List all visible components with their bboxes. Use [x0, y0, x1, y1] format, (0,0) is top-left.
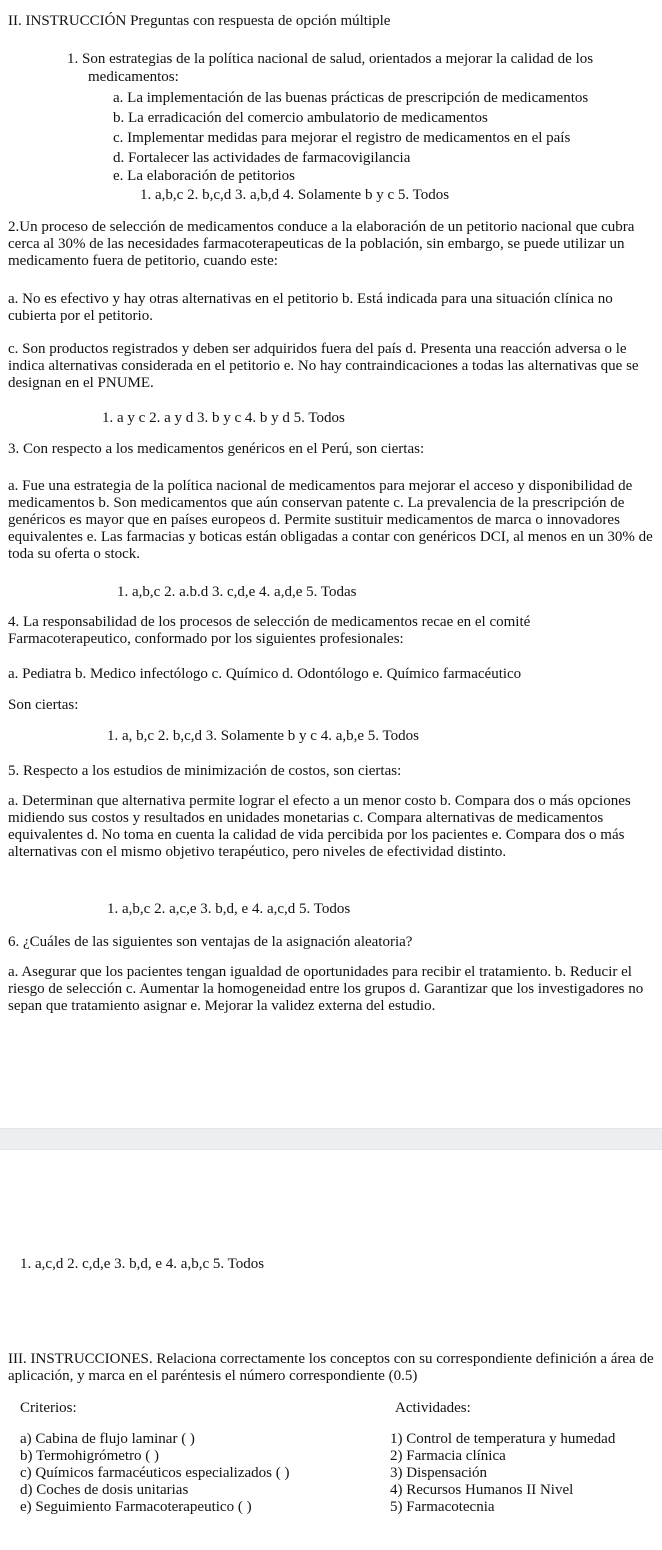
actividad-item: 4) Recursos Humanos II Nivel: [390, 1482, 574, 1498]
actividad-item: 2) Farmacia clínica: [390, 1448, 506, 1464]
question-6-stem: 6. ¿Cuáles de las siguientes son ventajas de la asignación aleatoria?: [8, 934, 413, 950]
question-4-answers: 1. a, b,c 2. b,c,d 3. Solamente b y c 4. a,b,e 5. Todos: [107, 728, 419, 744]
criterio-item: b) Termohigrómetro ( ): [20, 1448, 160, 1464]
criterio-item: d) Coches de dosis unitarias: [20, 1482, 189, 1498]
criterio-item: c) Químicos farmacéuticos especializados ( ): [20, 1465, 290, 1481]
question-1-option-a: a. La implementación de las buenas prácticas de prescripción de medicamentos: [113, 90, 589, 106]
question-5-answers: 1. a,b,c 2. a,c,e 3. b,d, e 4. a,c,d 5. Todos: [107, 901, 351, 917]
question-4-options: a. Pediatra b. Medico infectólogo c. Químico d. Odontólogo e. Químico farmacéutico: [8, 666, 522, 682]
question-1-answers: 1. a,b,c 2. b,c,d 3. a,b,d 4. Solamente b y c 5. Todos: [140, 187, 450, 203]
question-1-option-e: e. La elaboración de petitorios: [113, 168, 296, 184]
question-5-options: a. Determinan que alternativa permite lograr el efecto a un menor costo b. Compara dos o más opciones midiendo sus costos y resultados en unidades monetarias c. Compara alternativas de medicamentos equivalentes d. No toma en cuenta la calidad de vida percibida por los pacientes e. Compara dos o más alternativas con el mismo objetivo terapéutico, pero niveles de efectividad distinto.: [8, 793, 631, 860]
question-2-stem: 2.Un proceso de selección de medicamentos conduce a la elaboración de un petitorio nacional que cubra cerca al 30% de las necesidades farmacoterapeuticas de la población, sin embargo, se puede utilizar un medicamento fuera de petitorio, cuando este:: [8, 219, 635, 269]
question-3-options: a. Fue una estrategia de la política nacional de medicamentos para mejorar el acceso y disponibilidad de medicamentos b. Son medicamentos que aún conservan patente c. La prevalencia de la prescripción de genéricos es mayor que en países europeos d. Permite sustituir medicamentos de marca o innovadores equivalentes e. Las farmacias y boticas están obligadas a contar con genéricos DCI, al menos en un 30% de toda su oferta o stock.: [8, 478, 653, 562]
actividades-heading: Actividades:: [395, 1400, 471, 1416]
question-3-answers: 1. a,b,c 2. a.b.d 3. c,d,e 4. a,d,e 5. Todas: [117, 584, 357, 600]
criterios-list: [20, 1431, 289, 1516]
question-2-options-cde: c. Son productos registrados y deben ser adquiridos fuera del país d. Presenta una reacción adversa o le indica alternativas considerada en el petitorio e. No hay contraindicaciones a todas las alternativas que se designan en el PNUME.: [8, 341, 639, 391]
section-3-title: III. INSTRUCCIONES. Relaciona correctamente los conceptos con su correspondiente definición a área de aplicación, y marca en el paréntesis el número correspondiente (0.5): [8, 1351, 654, 1384]
question-1-stem: 1. Son estrategias de la política nacional de salud, orientados a mejorar la calidad de los: [67, 51, 594, 67]
actividad-item: 5) Farmacotecnia: [390, 1499, 495, 1515]
section-title: II. INSTRUCCIÓN Preguntas con respuesta de opción múltiple: [8, 13, 391, 29]
criterio-item: a) Cabina de flujo laminar ( ): [20, 1431, 195, 1447]
question-2-options-ab: a. No es efectivo y hay otras alternativas en el petitorio b. Está indicada para una situación clínica no cubierta por el petitorio.: [8, 291, 613, 324]
question-3-stem: 3. Con respecto a los medicamentos genéricos en el Perú, son ciertas:: [8, 441, 425, 457]
question-4-label: Son ciertas:: [8, 697, 79, 713]
question-2-answers: 1. a y c 2. a y d 3. b y c 4. b y d 5. Todos: [102, 410, 345, 426]
question-5-stem: 5. Respecto a los estudios de minimización de costos, son ciertas:: [8, 763, 402, 779]
question-6-answers: 1. a,c,d 2. c,d,e 3. b,d, e 4. a,b,c 5. Todos: [20, 1256, 265, 1272]
criterio-item: e) Seguimiento Farmacoterapeutico ( ): [20, 1499, 252, 1515]
question-1-option-b: b. La erradicación del comercio ambulatorio de medicamentos: [113, 110, 488, 126]
actividad-item: 3) Dispensación: [390, 1465, 488, 1481]
question-1-option-d: d. Fortalecer las actividades de farmacovigilancia: [113, 150, 411, 166]
actividad-item: 1) Control de temperatura y humedad: [390, 1431, 616, 1447]
actividades-list: [390, 1431, 615, 1516]
question-6-options: a. Asegurar que los pacientes tengan igualdad de oportunidades para recibir el tratamiento. b. Reducir el riesgo de selección c. Aumentar la homogeneidad entre los grupos d. Garantizar que los investigadores no sepan que tratamiento asignar e. Mejorar la validez externa del estudio.: [8, 964, 644, 1014]
question-1-stem-cont: medicamentos:: [88, 69, 179, 85]
criterios-heading: Criterios:: [20, 1400, 77, 1416]
page-break-divider: [0, 1128, 662, 1150]
question-4-stem: 4. La responsabilidad de los procesos de selección de medicamentos recae en el comité Farmacoterapeutico, conformado por los siguientes profesionales:: [8, 614, 531, 647]
question-1-option-c: c. Implementar medidas para mejorar el registro de medicamentos en el país: [113, 130, 571, 146]
